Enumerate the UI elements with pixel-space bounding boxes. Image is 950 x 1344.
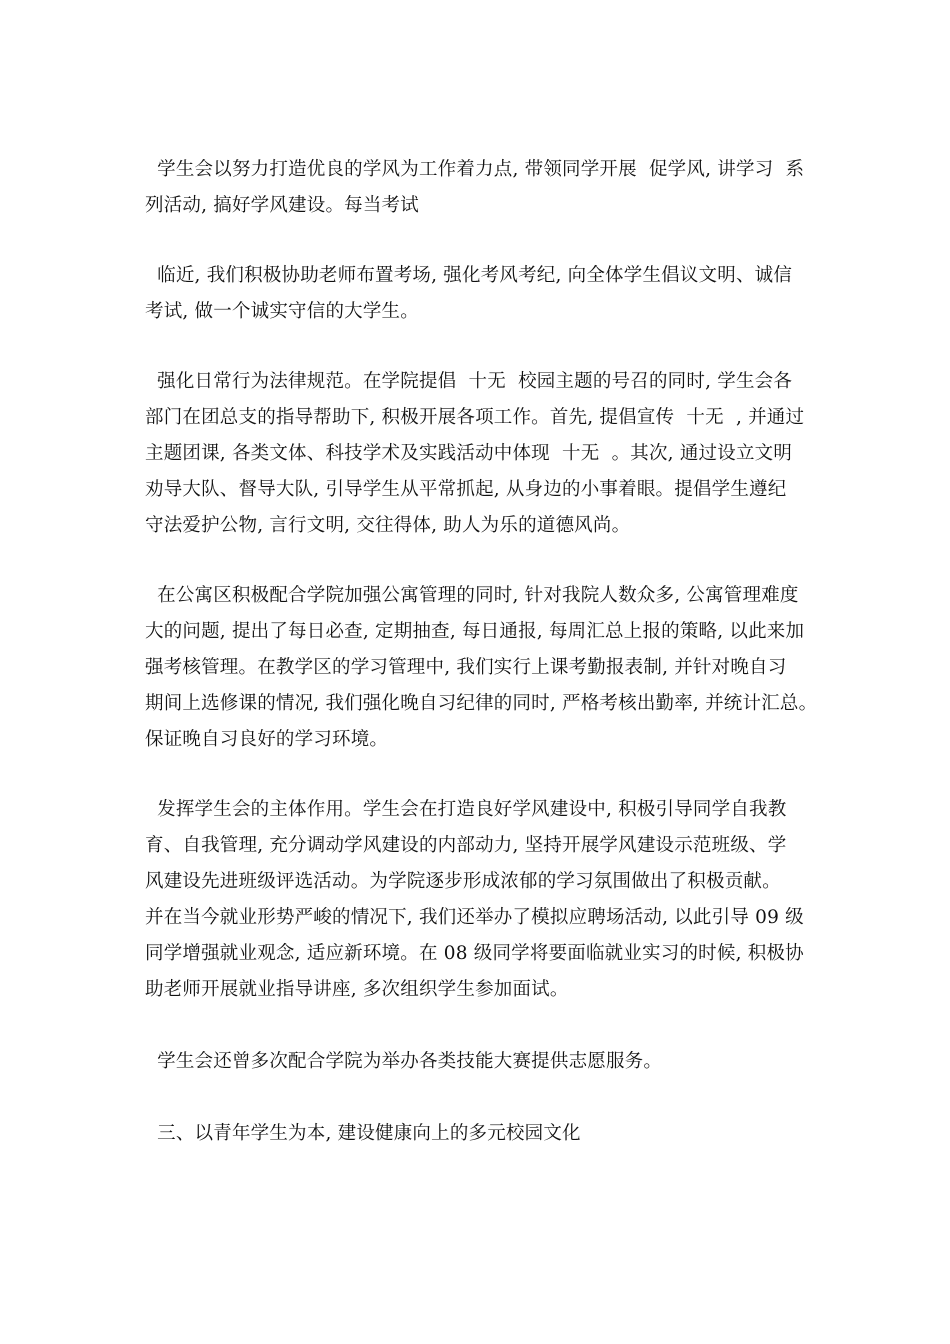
paragraph-3-line-2: 部门在团总支的指导帮助下, 积极开展各项工作。首先, 提倡宣传 十无 , 并通过 [145, 407, 805, 428]
paragraph-5-line-4: 并在当今就业形势严峻的情况下, 我们还举办了模拟应聘场活动, 以此引导 09 级 [145, 907, 804, 928]
paragraph-5-line-3: 风建设先进班级评选活动。为学院逐步形成浓郁的学习氛围做出了积极贡献。 [145, 871, 781, 892]
paragraph-4-line-1: 在公寓区积极配合学院加强公寓管理的同时, 针对我院人数众多, 公寓管理难度 [145, 585, 799, 606]
section-heading: 三、以青年学生为本, 建设健康向上的多元校园文化 [145, 1123, 581, 1144]
paragraph-5-line-2: 育、自我管理, 充分调动学风建设的内部动力, 坚持开展学风建设示范班级、学 [145, 835, 787, 856]
paragraph-2-line-2: 考试, 做一个诚实守信的大学生。 [145, 301, 419, 322]
paragraph-6-line-1: 学生会还曾多次配合学院为举办各类技能大赛提供志愿服务。 [145, 1051, 663, 1072]
paragraph-5-line-1: 发挥学生会的主体作用。学生会在打造良好学风建设中, 积极引导同学自我教 [145, 799, 787, 820]
paragraph-4-line-4: 期间上选修课的情况, 我们强化晚自习纪律的同时, 严格考核出勤率, 并统计汇总。 [145, 693, 818, 714]
paragraph-3-line-1: 强化日常行为法律规范。在学院提倡 十无 校园主题的号召的同时, 学生会各 [145, 371, 793, 392]
paragraph-3-line-5: 守法爱护公物, 言行文明, 交往得体, 助人为乐的道德风尚。 [145, 515, 631, 536]
paragraph-4-line-5: 保证晚自习良好的学习环境。 [145, 729, 389, 750]
paragraph-4-line-2: 大的问题, 提出了每日必查, 定期抽查, 每日通报, 每周汇总上报的策略, 以此来加 [145, 621, 805, 642]
paragraph-3-line-4: 劝导大队、督导大队, 引导学生从平常抓起, 从身边的小事着眼。提倡学生遵纪 [145, 479, 787, 500]
paragraph-5-line-5: 同学增强就业观念, 适应新环境。在 08 级同学将要面临就业实习的时候, 积极协 [145, 943, 804, 964]
paragraph-1-line-2: 列活动, 搞好学风建设。每当考试 [145, 195, 419, 216]
paragraph-5-line-6: 助老师开展就业指导讲座, 多次组织学生参加面试。 [145, 979, 569, 1000]
paragraph-4-line-3: 强考核管理。在教学区的学习管理中, 我们实行上课考勤报表制, 并针对晚自习 [145, 657, 787, 678]
paragraph-3-line-3: 主题团课, 各类文体、科技学术及实践活动中体现 十无 。其次, 通过设立文明 [145, 443, 793, 464]
paragraph-2-line-1: 临近, 我们积极协助老师布置考场, 强化考风考纪, 向全体学生倡议文明、诚信 [145, 265, 793, 286]
paragraph-1-line-1: 学生会以努力打造优良的学风为工作着力点, 带领同学开展 促学风, 讲学习 系 [145, 159, 805, 180]
